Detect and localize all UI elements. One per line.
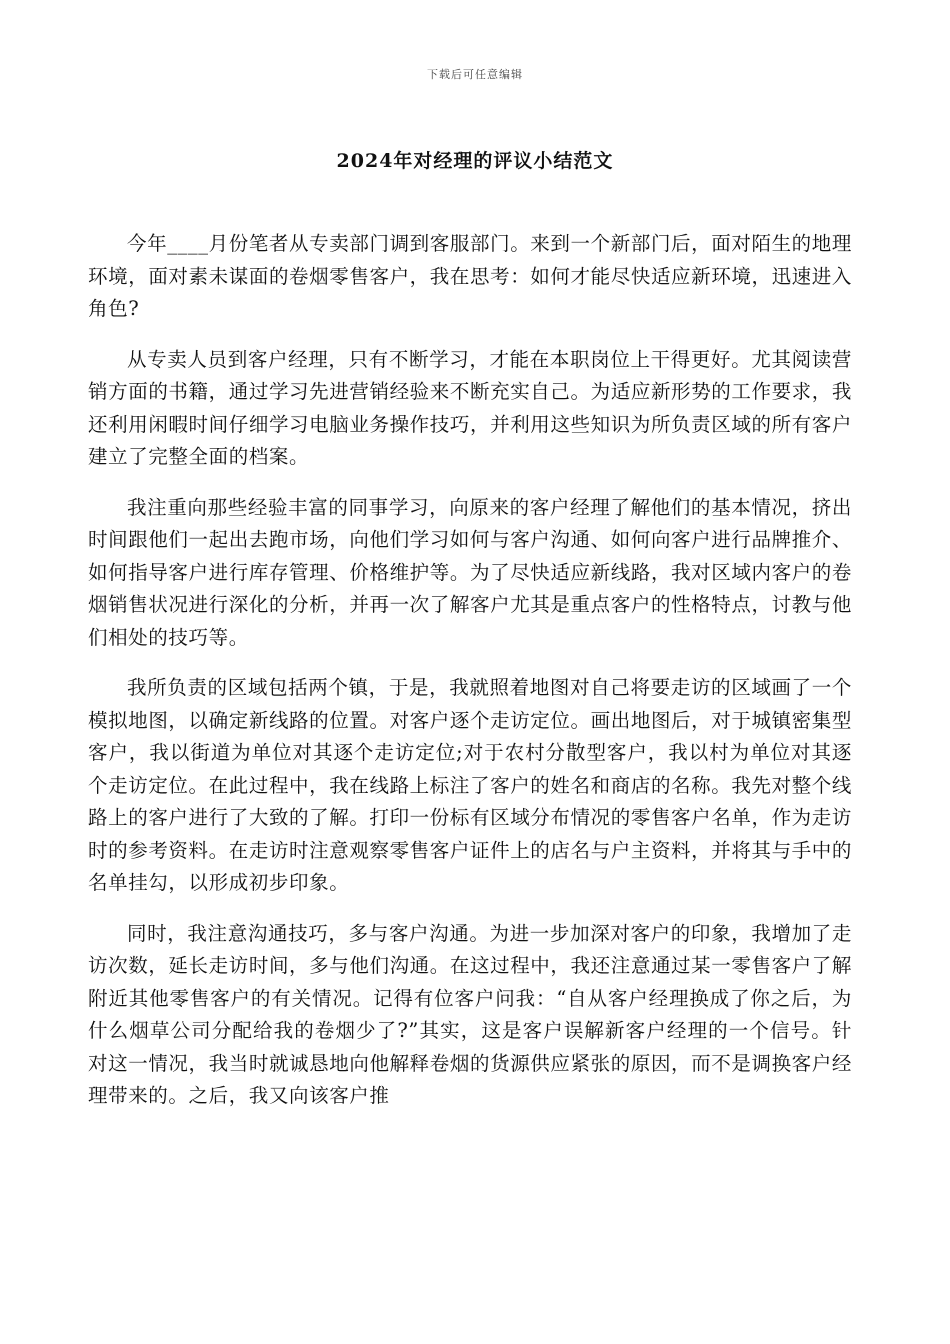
header-note: 下载后可任意编辑 <box>427 68 523 81</box>
document-body <box>88 228 852 1131</box>
paragraph-5: 同时，我注意沟通技巧，多与客户沟通。为进一步加深对客户的印象，我增加了走访次数，延长走访时间，多与他们沟通。在这过程中，我还注意通过某一零售客户了解附近其他零售客户的有关情况。记得有位客户问我：“自从客户经理换成了你之后，为什么烟草公司分配给我的卷烟少了?”其实，这是客户误解新客户经理的一个信号。针对这一情况，我当时就诚恳地向他解释卷烟的货源供应紧张的原因，而不是调换客户经理带来的。之后，我又向该客户推 <box>88 921 852 1107</box>
paragraph-4: 我所负责的区域包括两个镇，于是，我就照着地图对自己将要走访的区域画了一个模拟地图，以确定新线路的位置。对客户逐个走访定位。画出地图后，对于城镇密集型客户，我以街道为单位对其逐个走访定位;对于农村分散型客户，我以村为单位对其逐个走访定位。在此过程中，我在线路上标注了客户的姓名和商店的名称。我先对整个线路上的客户进行了大致的了解。打印一份标有区域分布情况的零售客户名单，作为走访时的参考资料。在走访时注意观察零售客户证件上的店名与户主资料，并将其与手中的名单挂勾，以形成初步印象。 <box>88 676 852 894</box>
document-title: 2024年对经理的评议小结范文 <box>336 150 614 172</box>
paragraph-3: 我注重向那些经验丰富的同事学习，向原来的客户经理了解他们的基本情况，挤出时间跟他们一起出去跑市场，向他们学习如何与客户沟通、如何向客户进行品牌推介、如何指导客户进行库存管理、价格维护等。为了尽快适应新线路，我对区域内客户的卷烟销售状况进行深化的分析，并再一次了解客户尤其是重点客户的性格特点，讨教与他们相处的技巧等。 <box>88 495 852 649</box>
paragraph-1: 今年____月份笔者从专卖部门调到客服部门。来到一个新部门后，面对陌生的地理环境，面对素未谋面的卷烟零售客户，我在思考：如何才能尽快适应新环境，迅速进入角色? <box>88 232 852 320</box>
paragraph-2: 从专卖人员到客户经理，只有不断学习，才能在本职岗位上干得更好。尤其阅读营销方面的书籍，通过学习先进营销经验来不断充实自己。为适应新形势的工作要求，我还利用闲暇时间仔细学习电脑业务操作技巧，并利用这些知识为所负责区域的所有客户建立了完整全面的档案。 <box>88 347 852 468</box>
